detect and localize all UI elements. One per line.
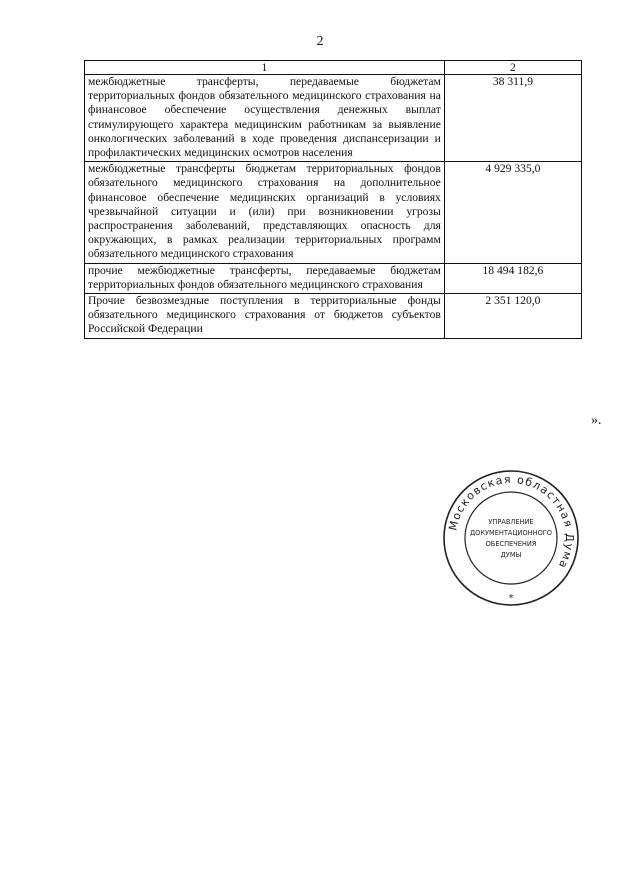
stamp-line: ОБЕСПЕЧЕНИЯ (485, 540, 537, 548)
official-stamp (441, 468, 581, 608)
row-amount: 2 351 120,0 (444, 294, 581, 339)
stamp-star: * (508, 593, 514, 604)
stamp-inner-ring (465, 492, 557, 584)
page-number: 2 (316, 34, 324, 49)
row-description: Прочие безвозмездные поступления в территориальные фонды обязательного медицинского страхования от бюджетов субъектов Российской Федерации (85, 294, 445, 339)
stamp-outer-ring (444, 471, 578, 605)
stamp-line: ДОКУМЕНТАЦИОННОГО (470, 529, 552, 537)
row-amount: 4 929 335,0 (444, 162, 581, 263)
table-header-row (85, 61, 582, 75)
table-row (85, 75, 582, 162)
budget-table (84, 60, 582, 339)
stamp-line: ДУМЫ (500, 551, 522, 559)
table-row (85, 162, 582, 263)
stamp-ring-text: Московская областная Дума (446, 472, 577, 572)
stamp-line: УПРАВЛЕНИЕ (488, 518, 534, 526)
column-header-1: 1 (85, 61, 445, 75)
row-amount: 18 494 182,6 (444, 263, 581, 293)
column-header-2: 2 (444, 61, 581, 75)
row-amount: 38 311,9 (444, 75, 581, 162)
table-row (85, 294, 582, 339)
table-row (85, 263, 582, 293)
stamp-center-text (470, 518, 552, 559)
row-description: межбюджетные трансферты бюджетам территориальных фондов обязательного медицинского страхования на дополнительное финансовое обеспечение медицинских организаций в условиях чрезвычайной ситуации и (или) при возникновении угрозы распространения заболеваний, представляющих опасность для окружающих, в рамках реализации территориальных программ обязательного медицинского страхования (85, 162, 445, 263)
closing-quote: ». (591, 413, 602, 428)
row-description: межбюджетные трансферты, передаваемые бюджетам территориальных фондов обязательного медицинского страхования на финансовое обеспечение осуществления денежных выплат стимулирующего характера медицинским работникам за выявление онкологических заболеваний в ходе проведения диспансеризации и профилактических медицинских осмотров населения (85, 75, 445, 162)
row-description: прочие межбюджетные трансферты, передаваемые бюджетам территориальных фондов обязательного медицинского страхования (85, 263, 445, 293)
